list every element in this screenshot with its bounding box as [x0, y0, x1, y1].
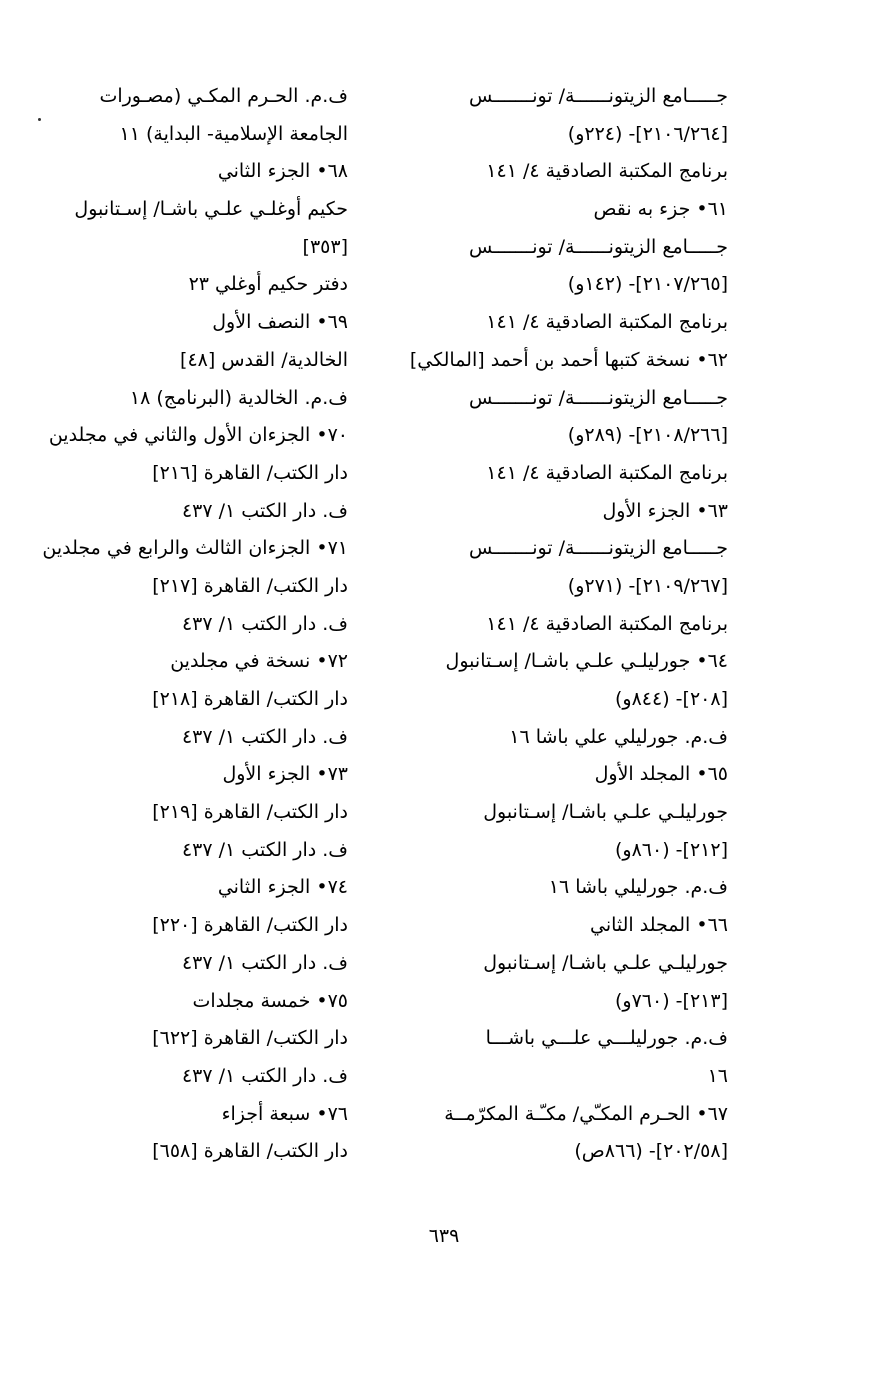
left-column — [18, 78, 348, 1171]
left-column-entry-line: الخالدية/ القدس [٤٨] — [180, 348, 348, 371]
left-column-entry-line: دفتر حكيم أوغلي ٢٣ — [188, 273, 348, 296]
left-column-entry-line: دار الكتب/ القاهرة [٢٢٠] — [152, 914, 348, 937]
page-number: ٦٣٩ — [428, 1225, 460, 1247]
right-column-entry-line: برنامج المكتبة الصادقية ٤/ ١٤١ — [486, 311, 728, 334]
left-column-entry-line: الجامعة الإسلامية- البداية) ١١ — [119, 122, 348, 145]
left-column-entry-line: [٣٥٣] — [302, 235, 348, 258]
right-column-entry-line: جورليلـي علـي باشـا/ إسـتانبول — [483, 801, 728, 824]
left-column-entry-heading: ٧١• الجزءان الثالث والرابع في مجلدين — [42, 537, 348, 560]
right-column-entry-heading: ٦٥• المجلد الأول — [594, 763, 728, 786]
right-column-entry-line: جورليلـي علـي باشـا/ إسـتانبول — [483, 951, 728, 974]
left-column-entry-line: دار الكتب/ القاهرة [٢١٦] — [152, 461, 348, 484]
left-column-entry-line: حكيم أوغلـي علـي باشـا/ إسـتانبول — [74, 198, 348, 221]
right-column-entry-heading: ٦٣• الجزء الأول — [602, 499, 728, 522]
left-column-entry-line: دار الكتب/ القاهرة [٢١٩] — [152, 801, 348, 824]
right-column-entry-line: ف.م. جورليلـــي علـــي باشـــا — [485, 1027, 728, 1050]
left-column-entry-line: ف. دار الكتب ١/ ٤٣٧ — [181, 838, 348, 861]
right-column-entry-heading: ٦٤• جورليلـي علـي باشـا/ إسـتانبول — [445, 650, 728, 673]
left-column-entry-line: ف. دار الكتب ١/ ٤٣٧ — [181, 951, 348, 974]
right-column-entry-line: [٢٠٢/٥٨]- (٨٦٦ص) — [574, 1140, 728, 1163]
left-column-entry-heading: ٦٨• الجزء الثاني — [217, 160, 348, 183]
left-column-entry-heading: ٧٣• الجزء الأول — [222, 763, 348, 786]
right-column-entry-line: جـــــامع الزيتونــــــة/ تونـــــــس — [469, 386, 728, 409]
left-column-entry-heading: ٧٢• نسخة في مجلدين — [170, 650, 348, 673]
right-column-entry-line: [٢٠٨]- (٨٤٤و) — [615, 688, 728, 710]
right-column-entry-heading: ٦٦• المجلد الثاني — [589, 914, 728, 937]
right-column-entry-line: برنامج المكتبة الصادقية ٤/ ١٤١ — [486, 160, 728, 183]
left-column-entry-heading: ٧٤• الجزء الثاني — [217, 876, 348, 899]
right-column-entry-line: جـــــامع الزيتونــــــة/ تونـــــــس — [469, 235, 728, 258]
left-column-entry-line: ف. دار الكتب ١/ ٤٣٧ — [181, 499, 348, 522]
right-column-entry-line: ف.م. جورليلي باشا ١٦ — [548, 876, 728, 899]
right-column-entry-line: [٢١٠٨/٢٦٦]- (٢٨٩و) — [567, 424, 728, 447]
right-column-entry-heading: ٦١• جزء به نقص — [593, 198, 728, 221]
right-column-entry-heading: ٦٧• الحـرم المكـّي/ مكـّـة المكرّمــة — [444, 1102, 728, 1125]
right-column-entry-line: [٢١٠٦/٢٦٤]- (٢٢٤و) — [567, 122, 728, 145]
left-column-entry-line: دار الكتب/ القاهرة [٢١٧] — [152, 574, 348, 597]
right-column-entry-line: ١٦ — [707, 1064, 728, 1087]
right-column-entry-line: [٢١٣]- (٧٦٠و) — [615, 989, 728, 1012]
right-column-entry-line: ف.م. جورليلي علي باشا ١٦ — [509, 725, 728, 748]
right-column-entry-line: [٢١٢]- (٨٦٠و) — [615, 838, 728, 861]
left-column-entry-line: ف.م. الحـرم المكـي (مصـورات — [99, 85, 348, 107]
left-column-entry-line: دار الكتب/ القاهرة [٦٢٢] — [152, 1027, 348, 1050]
right-column — [409, 78, 728, 1171]
left-column-entry-heading: ٦٩• النصف الأول — [212, 311, 348, 334]
right-column-entry-line: جـــــامع الزيتونــــــة/ تونـــــــس — [469, 85, 728, 107]
left-column-entry-line: ف.م. الخالدية (البرنامج) ١٨ — [129, 386, 348, 409]
left-column-entry-line: دار الكتب/ القاهرة [٢١٨] — [152, 688, 348, 710]
left-column-entry-line: ف. دار الكتب ١/ ٤٣٧ — [181, 1064, 348, 1087]
left-column-entry-line: دار الكتب/ القاهرة [٦٥٨] — [152, 1140, 348, 1163]
right-column-entry-line: [٢١٠٧/٢٦٥]- (١٤٢و) — [567, 273, 728, 296]
left-column-entry-heading: ٧٠• الجزءان الأول والثاني في مجلدين — [48, 424, 348, 447]
right-column-entry-line: جـــــامع الزيتونــــــة/ تونـــــــس — [469, 537, 728, 560]
left-column-entry-heading: ٧٦• سبعة أجزاء — [221, 1102, 348, 1125]
left-column-entry-line: ف. دار الكتب ١/ ٤٣٧ — [181, 725, 348, 748]
right-column-entry-line: برنامج المكتبة الصادقية ٤/ ١٤١ — [486, 461, 728, 484]
right-column-entry-line: [٢١٠٩/٢٦٧]- (٢٧١و) — [567, 574, 728, 597]
left-column-entry-heading: ٧٥• خمسة مجلدات — [192, 989, 348, 1012]
right-column-entry-line: برنامج المكتبة الصادقية ٤/ ١٤١ — [486, 612, 728, 635]
right-column-entry-heading: ٦٢• نسخة كتبها أحمد بن أحمد [المالكي] — [409, 348, 728, 371]
scan-speck — [38, 118, 41, 121]
left-column-entry-line: ف. دار الكتب ١/ ٤٣٧ — [181, 612, 348, 635]
